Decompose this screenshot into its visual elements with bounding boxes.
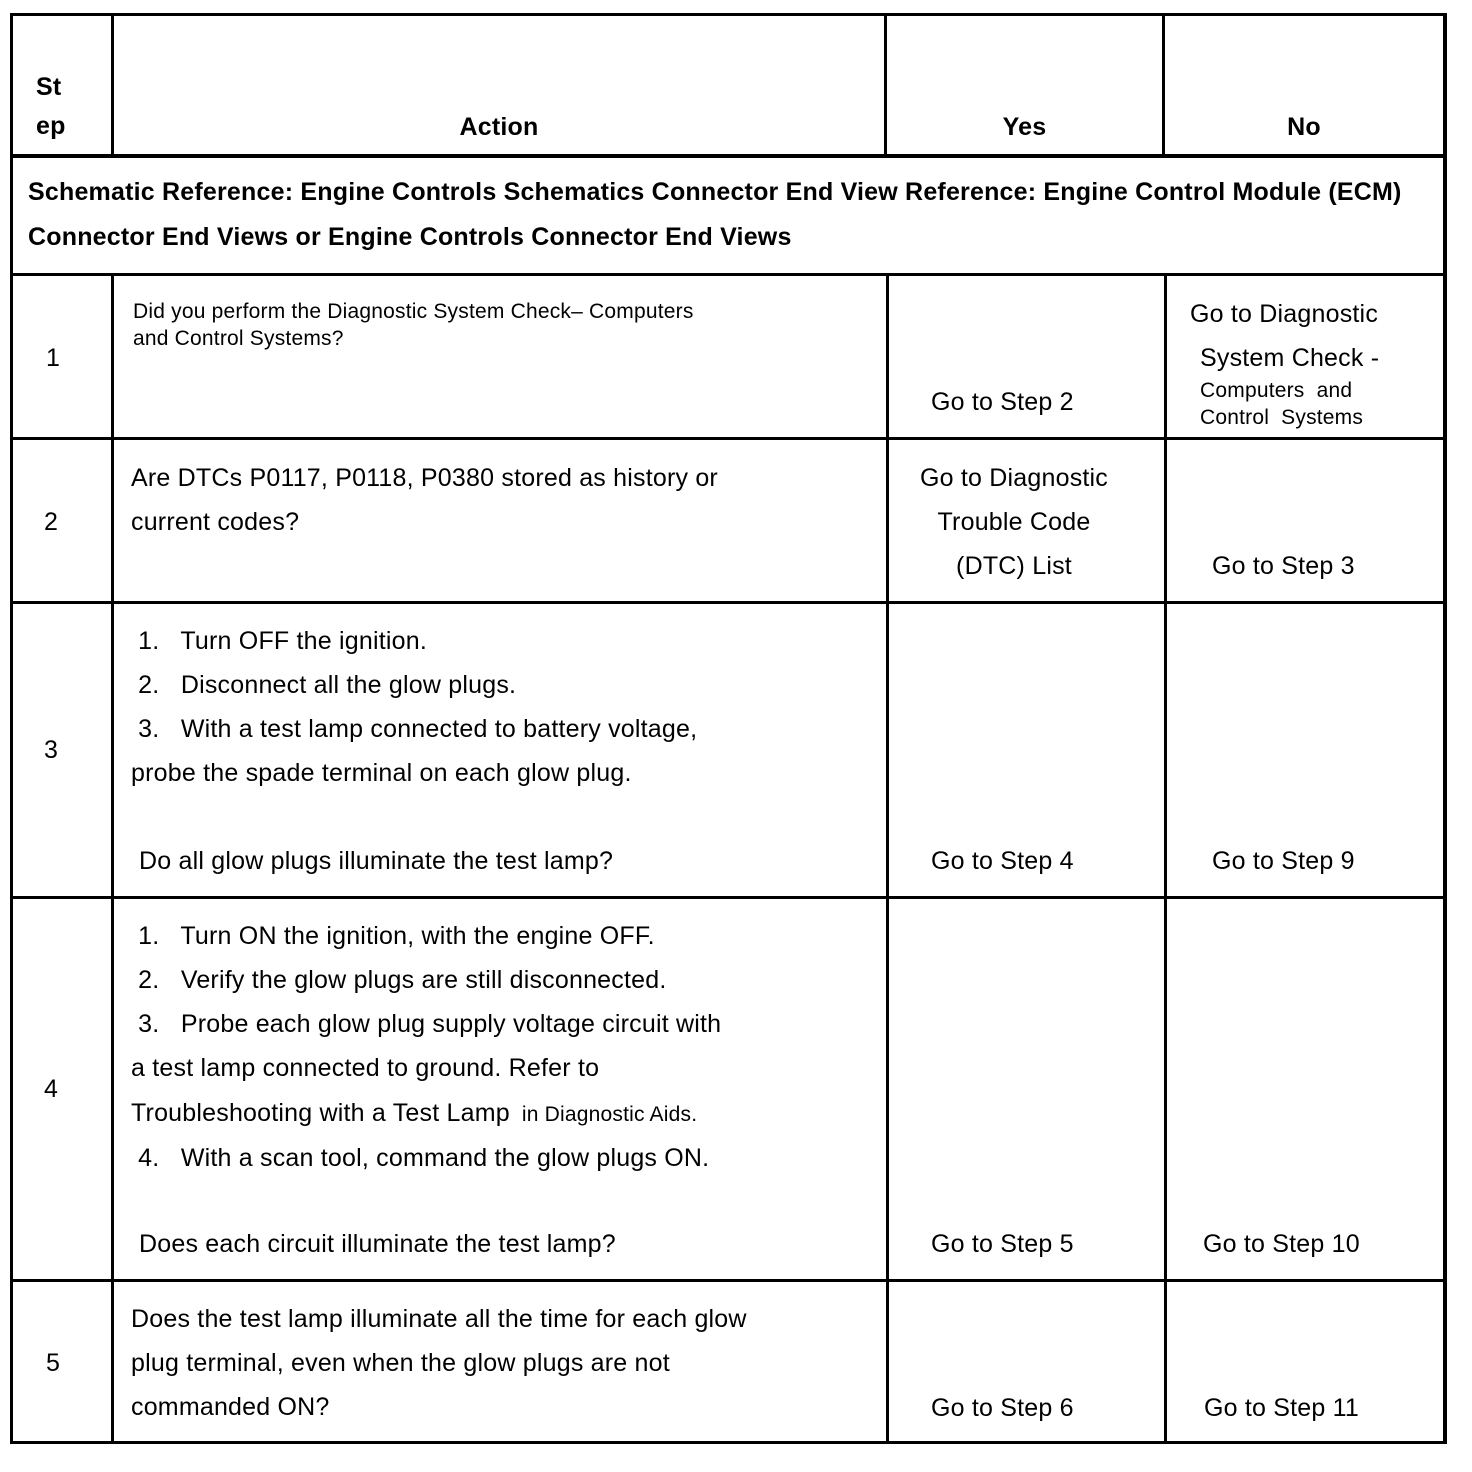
action-question: Do all glow plugs illuminate the test lamp? bbox=[139, 847, 614, 875]
column-divider bbox=[1164, 275, 1167, 1444]
header-step: St ep bbox=[36, 73, 66, 140]
action-reference-line bbox=[131, 1091, 697, 1137]
yes-link[interactable]: Go to Step 6 bbox=[931, 1394, 1074, 1422]
action-text: Does the test lamp illuminate all the time for each glow plug terminal, even when the glow plugs are not commanded ON? bbox=[131, 1305, 747, 1421]
step-number: 5 bbox=[46, 1349, 61, 1377]
step-number: 1 bbox=[46, 344, 61, 372]
reference-link[interactable]: Troubleshooting with a Test Lamp bbox=[131, 1099, 510, 1127]
yes-link[interactable]: Go to Step 2 bbox=[931, 388, 1074, 416]
yes-link[interactable]: Go to Step 4 bbox=[931, 847, 1074, 875]
no-link[interactable]: Go to Step 9 bbox=[1212, 847, 1355, 875]
schematic-reference: Schematic Reference: Engine Controls Schematics Connector End View Reference: Engine Control Module (ECM) Connector End Views or Engine Controls Connector End Views bbox=[28, 178, 1402, 251]
action-steps: 1. Turn ON the ignition, with the engine OFF. 2. Verify the glow plugs are still disconnected. 3. Probe each glow plug supply voltage circuit with a test lamp connected to ground. Refer to bbox=[131, 922, 722, 1082]
header-yes: Yes bbox=[1002, 113, 1047, 141]
column-divider bbox=[886, 275, 889, 1444]
no-link[interactable]: Go to Diagnostic bbox=[1190, 300, 1379, 328]
column-divider bbox=[1443, 13, 1446, 1444]
row-divider bbox=[10, 273, 1447, 276]
action-question: Does each circuit illuminate the test lamp? bbox=[139, 1230, 616, 1258]
yes-link[interactable]: Go to Diagnostic Trouble Code (DTC) List bbox=[919, 464, 1108, 580]
no-link[interactable]: Go to Step 11 bbox=[1204, 1394, 1360, 1422]
header-no: No bbox=[1287, 113, 1321, 141]
reference-suffix: in Diagnostic Aids. bbox=[521, 1103, 698, 1126]
header-action: Action bbox=[459, 113, 539, 141]
no-link[interactable]: Computers and Control Systems bbox=[1200, 379, 1364, 429]
action-step-4: 4. With a scan tool, command the glow plugs ON. bbox=[131, 1144, 710, 1172]
step-number: 4 bbox=[44, 1075, 59, 1103]
row-divider bbox=[10, 601, 1447, 604]
step-number: 3 bbox=[44, 736, 59, 764]
no-link[interactable]: Go to Step 10 bbox=[1203, 1230, 1360, 1258]
step-number: 2 bbox=[44, 508, 59, 536]
row-divider bbox=[10, 154, 1447, 158]
no-link[interactable]: System Check - bbox=[1200, 344, 1380, 372]
row-divider bbox=[10, 437, 1447, 440]
row-divider bbox=[10, 1279, 1447, 1282]
action-text: Are DTCs P0117, P0118, P0380 stored as history or current codes? bbox=[131, 464, 718, 536]
action-text: Did you perform the Diagnostic System Check– Computers and Control Systems? bbox=[133, 300, 694, 350]
row-divider bbox=[10, 896, 1447, 899]
no-link[interactable]: Go to Step 3 bbox=[1212, 552, 1355, 580]
action-steps: 1. Turn OFF the ignition. 2. Disconnect all the glow plugs. 3. With a test lamp connected to battery voltage, probe the spade terminal on each glow plug. bbox=[131, 627, 698, 787]
yes-link[interactable]: Go to Step 5 bbox=[931, 1230, 1074, 1258]
